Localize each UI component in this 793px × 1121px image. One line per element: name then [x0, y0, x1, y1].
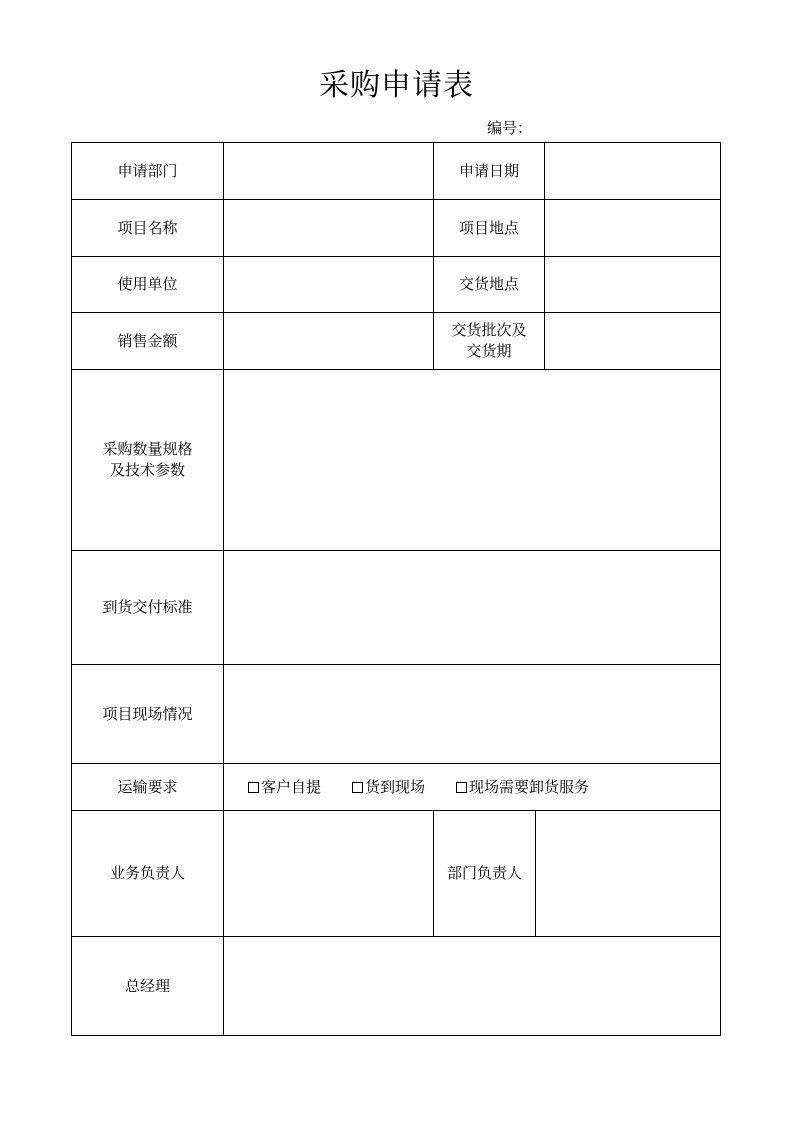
project-site-label: 项目地点	[458, 218, 519, 237]
site-status-label: 项目现场情况	[102, 704, 193, 723]
transport-option-label: 现场需要卸货服务	[469, 778, 590, 796]
spec-label-line2: 及技术参数	[109, 461, 185, 479]
transport-option-self-pickup[interactable]	[248, 776, 321, 798]
column-divider	[535, 810, 536, 937]
transport-option-deliver-to-site[interactable]	[352, 776, 425, 798]
general-manager-label: 总经理	[124, 976, 170, 995]
column-divider	[544, 142, 545, 370]
delivery-batch-label-line2: 交货期	[466, 342, 512, 360]
table-border-bottom	[71, 1035, 721, 1036]
user-unit-label: 使用单位	[117, 275, 178, 293]
transport-option-label: 客户自提	[261, 778, 322, 796]
checkbox[interactable]	[352, 782, 363, 793]
spec-label	[72, 370, 223, 550]
delivery-site-label: 交货地点	[458, 275, 519, 293]
transport-option-unloading-service[interactable]	[456, 776, 589, 798]
department-owner-label: 部门负责人	[446, 864, 522, 882]
sales-amount-label: 销售金额	[117, 331, 178, 350]
column-divider	[223, 142, 224, 1036]
acceptance-standard-label: 到货交付标准	[102, 598, 193, 616]
delivery-batch-label-line1: 交货批次及	[451, 321, 527, 339]
delivery-batch-label	[434, 313, 544, 369]
checkbox[interactable]	[248, 782, 259, 793]
business-owner-label: 业务负责人	[109, 864, 185, 882]
form-title: 采购申请表	[319, 68, 474, 103]
apply-date-label: 申请日期	[458, 161, 519, 180]
serial-number-label: 编号：	[487, 119, 533, 137]
transport-option-label: 货到现场	[365, 778, 426, 796]
table-border-right	[720, 142, 721, 1036]
project-name-label: 项目名称	[117, 218, 178, 237]
transport-label: 运输要求	[117, 777, 178, 796]
apply-dept-label: 申请部门	[117, 161, 178, 180]
spec-label-line1: 采购数量规格	[102, 440, 193, 458]
checkbox[interactable]	[456, 782, 467, 793]
